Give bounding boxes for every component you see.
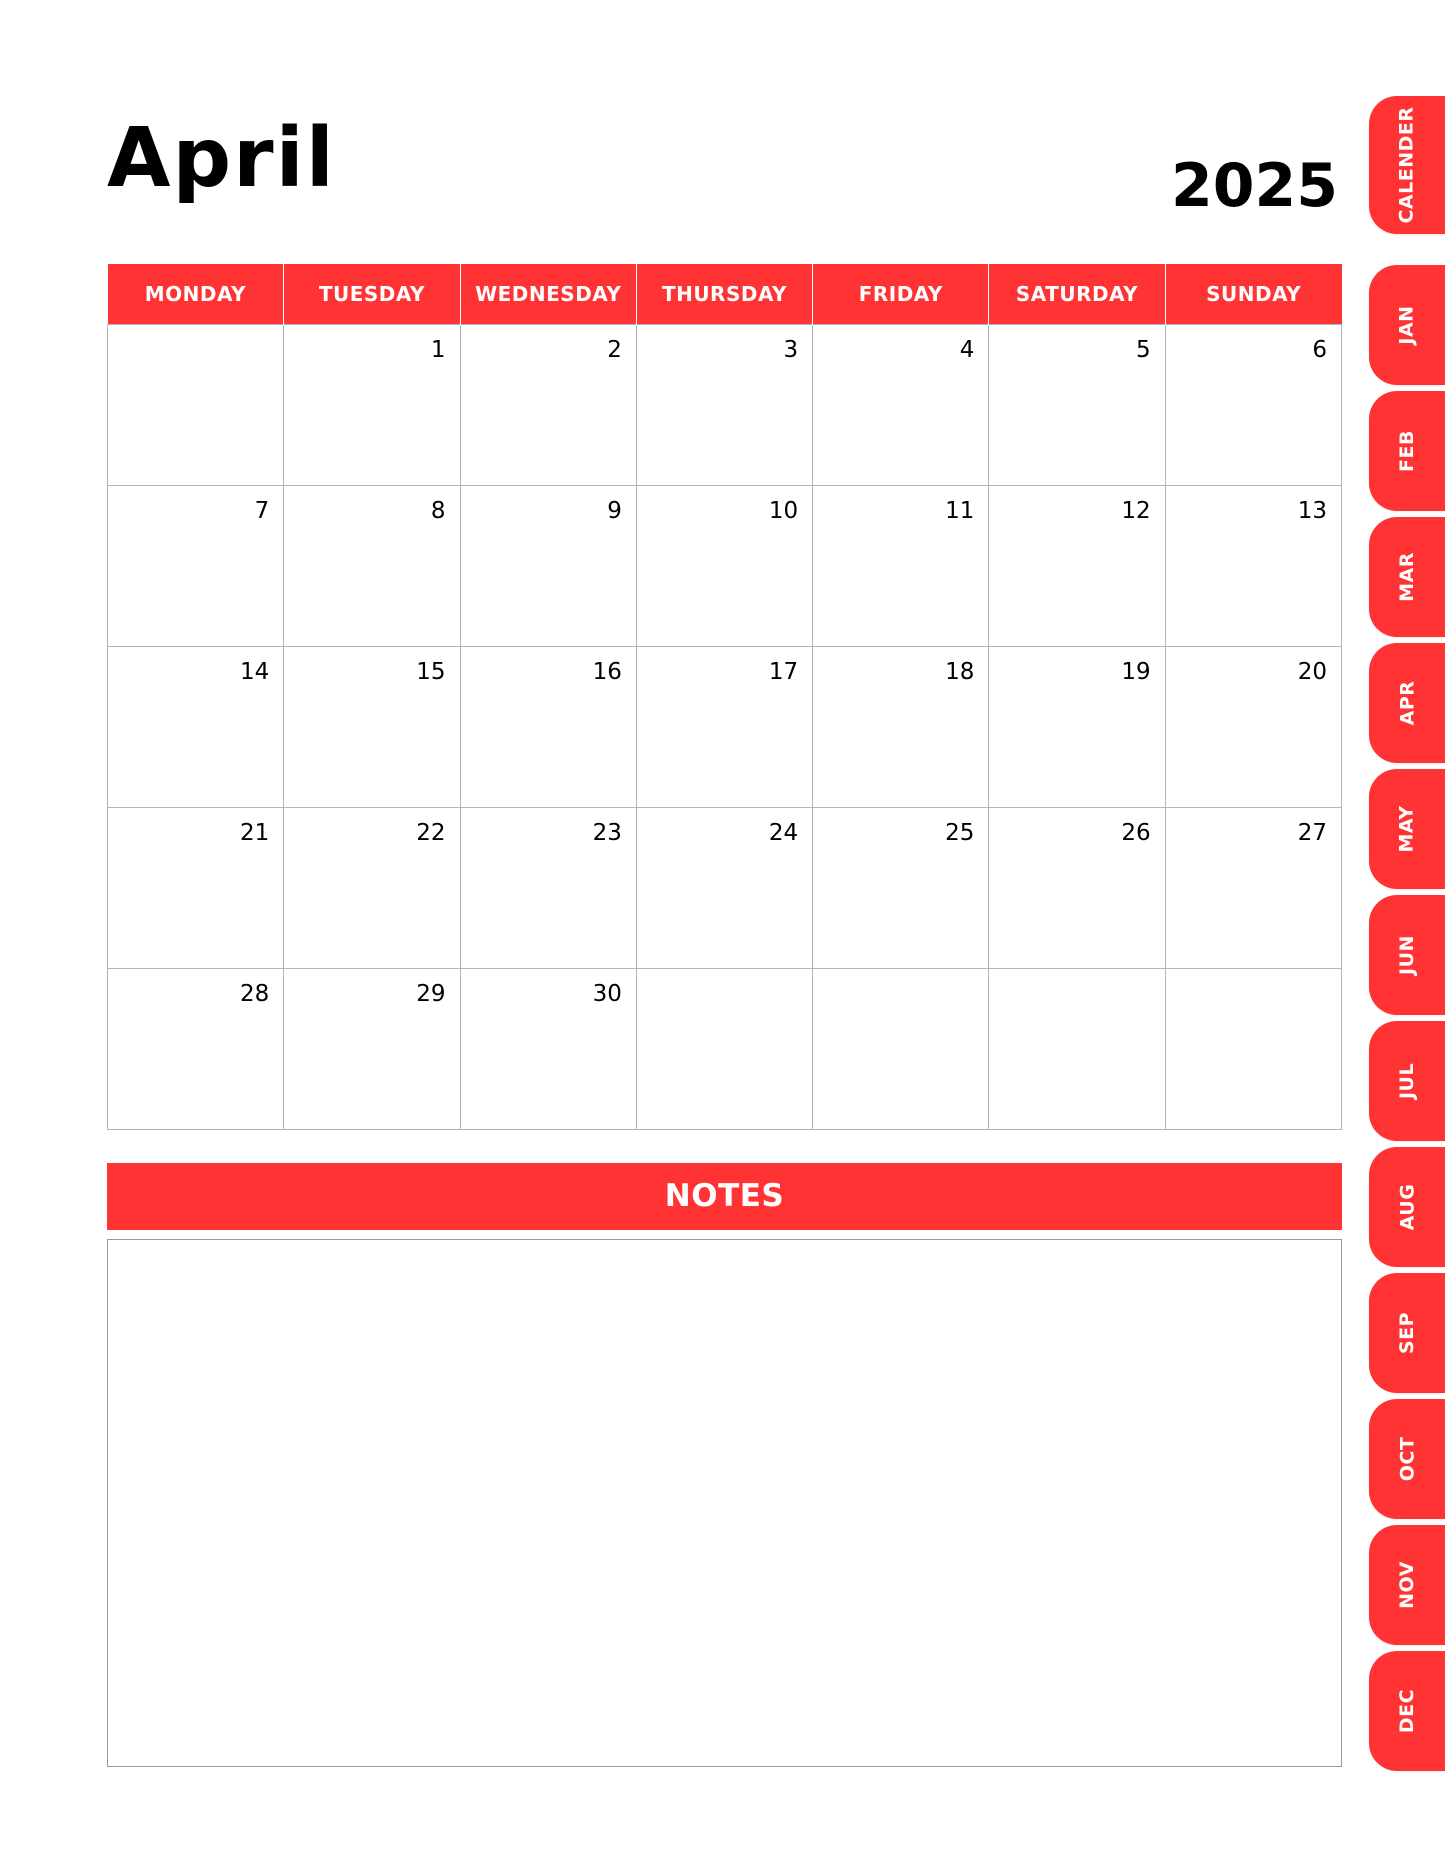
day-cell[interactable] [108, 325, 284, 486]
tab-oct[interactable] [1369, 1399, 1445, 1519]
weekday-friday: FRIDAY [813, 264, 989, 325]
day-number [974, 972, 988, 984]
day-number: 3 [783, 337, 799, 363]
tab-label: FEB [1395, 430, 1418, 472]
day-number: 7 [254, 498, 270, 524]
year-title: 2025 [1171, 151, 1338, 221]
day-cell[interactable] [636, 808, 812, 969]
tab-aug[interactable] [1369, 1147, 1445, 1267]
day-cell[interactable] [1165, 325, 1341, 486]
day-number: 23 [592, 820, 622, 846]
day-number: 21 [240, 820, 270, 846]
day-number: 20 [1297, 659, 1327, 685]
tab-feb[interactable] [1369, 391, 1445, 511]
tab-label: JUN [1396, 935, 1418, 975]
day-cell[interactable] [460, 969, 636, 1130]
day-number: 5 [1136, 337, 1151, 363]
month-title: April [107, 111, 336, 206]
day-cell[interactable] [813, 808, 989, 969]
day-cell[interactable] [108, 647, 284, 808]
day-number: 17 [768, 659, 799, 685]
day-cell[interactable] [460, 325, 636, 486]
day-cell[interactable] [284, 486, 460, 647]
day-cell[interactable] [1165, 808, 1341, 969]
week-row [108, 486, 1342, 647]
notes-area[interactable] [107, 1239, 1342, 1767]
day-number [269, 328, 283, 340]
day-number: 2 [607, 337, 622, 363]
day-number: 29 [416, 981, 446, 1007]
day-number: 10 [768, 498, 799, 524]
day-cell[interactable] [1165, 969, 1341, 1130]
day-cell[interactable] [460, 647, 636, 808]
weekday-header-row [108, 264, 1342, 325]
day-cell[interactable] [989, 808, 1165, 969]
weekday-tuesday: TUESDAY [284, 264, 460, 325]
day-number [798, 972, 812, 984]
day-number: 14 [240, 659, 270, 685]
day-cell[interactable] [284, 969, 460, 1130]
day-cell[interactable] [636, 486, 812, 647]
weekday-thursday: THURSDAY [636, 264, 812, 325]
day-number: 15 [416, 659, 446, 685]
tab-apr[interactable] [1369, 643, 1445, 763]
week-row [108, 969, 1342, 1130]
week-row [108, 808, 1342, 969]
day-number: 22 [416, 820, 446, 846]
day-cell[interactable] [636, 325, 812, 486]
tab-label: AUG [1396, 1183, 1418, 1231]
day-cell[interactable] [1165, 647, 1341, 808]
day-number [1151, 972, 1165, 984]
day-cell[interactable] [108, 486, 284, 647]
day-number: 28 [240, 981, 270, 1007]
day-cell[interactable] [813, 486, 989, 647]
day-cell[interactable] [460, 486, 636, 647]
tab-nov[interactable] [1369, 1525, 1445, 1645]
weekday-monday: MONDAY [108, 264, 284, 325]
weekday-sunday: SUNDAY [1165, 264, 1341, 325]
day-cell[interactable] [813, 969, 989, 1130]
tab-calender[interactable] [1369, 96, 1445, 234]
tab-label: SEP [1396, 1311, 1418, 1355]
tab-jan[interactable] [1369, 265, 1445, 385]
day-number: 4 [959, 337, 975, 363]
day-number: 26 [1121, 820, 1151, 846]
tab-sep[interactable] [1369, 1273, 1445, 1393]
tab-jul[interactable] [1369, 1021, 1445, 1141]
day-cell[interactable] [284, 647, 460, 808]
day-number: 19 [1121, 659, 1151, 685]
day-number: 9 [607, 498, 622, 524]
tab-dec[interactable] [1369, 1651, 1445, 1771]
day-number: 24 [768, 820, 799, 846]
week-row [108, 325, 1342, 486]
day-number: 16 [592, 659, 622, 685]
tab-label: MAR [1396, 552, 1418, 602]
tab-label: OCT [1396, 1436, 1418, 1482]
day-number: 6 [1312, 337, 1327, 363]
day-cell[interactable] [108, 808, 284, 969]
day-cell[interactable] [284, 808, 460, 969]
day-number: 1 [430, 337, 446, 363]
day-number: 27 [1297, 820, 1327, 846]
day-number: 18 [945, 659, 975, 685]
day-number: 13 [1297, 498, 1327, 524]
day-cell[interactable] [989, 647, 1165, 808]
tab-mar[interactable] [1369, 517, 1445, 637]
day-cell[interactable] [108, 969, 284, 1130]
tab-jun[interactable] [1369, 895, 1445, 1015]
day-cell[interactable] [813, 325, 989, 486]
day-number: 11 [945, 498, 975, 524]
day-cell[interactable] [284, 325, 460, 486]
day-cell[interactable] [813, 647, 989, 808]
tab-label: CALENDER [1396, 106, 1418, 224]
day-number: 8 [430, 498, 446, 524]
tab-label: JUL [1395, 1062, 1418, 1100]
day-cell[interactable] [460, 808, 636, 969]
notes-header: NOTES [107, 1163, 1342, 1230]
day-cell[interactable] [989, 486, 1165, 647]
day-cell[interactable] [989, 325, 1165, 486]
day-number [1327, 972, 1341, 984]
week-row [108, 647, 1342, 808]
calendar-grid [107, 264, 1342, 1130]
day-cell[interactable] [989, 969, 1165, 1130]
tab-label: NOV [1396, 1561, 1418, 1609]
tab-label: APR [1395, 680, 1418, 726]
tab-label: DEC [1395, 1688, 1418, 1734]
day-number: 12 [1121, 498, 1151, 524]
weekday-saturday: SATURDAY [989, 264, 1165, 325]
day-number: 30 [592, 981, 622, 1007]
weekday-wednesday: WEDNESDAY [460, 264, 636, 325]
day-cell[interactable] [1165, 486, 1341, 647]
tab-label: JAN [1396, 305, 1418, 345]
day-cell[interactable] [636, 647, 812, 808]
tab-may[interactable] [1369, 769, 1445, 889]
tab-label: MAY [1396, 805, 1418, 853]
day-cell[interactable] [636, 969, 812, 1130]
day-number: 25 [945, 820, 975, 846]
